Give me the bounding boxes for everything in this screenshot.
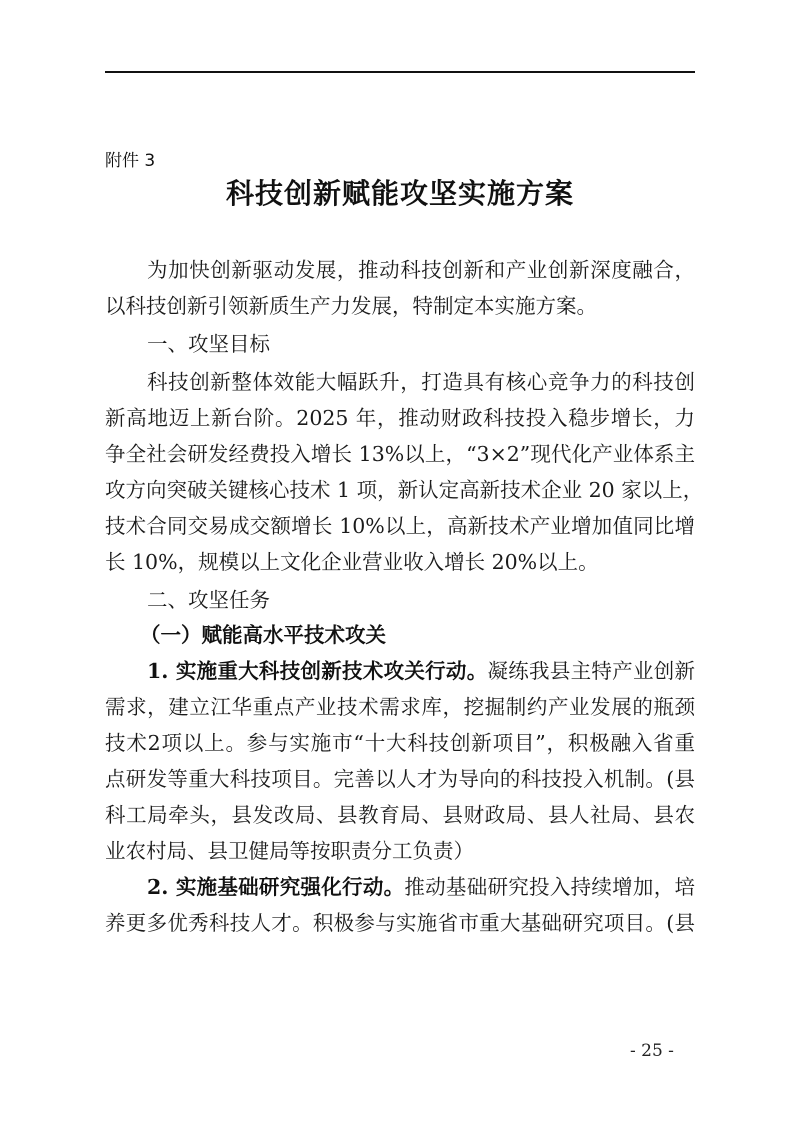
goals-line: 攻方向突破关键核心技术 1 项，新认定高新技术企业 20 家以上， bbox=[105, 478, 704, 502]
item1-first-line bbox=[147, 656, 695, 686]
intro-line: 为加快创新驱动发展，推动科技创新和产业创新深度融合， bbox=[147, 258, 695, 282]
item2-lead: 2. 实施基础研究强化行动。 bbox=[147, 875, 405, 899]
goals-line: 科技创新整体效能大幅跃升，打造具有核心竞争力的科技创 bbox=[147, 370, 695, 394]
item1-lead: 1. 实施重大科技创新技术攻关行动。 bbox=[147, 659, 488, 683]
item1-line: 科工局牵头，县发改局、县教育局、县财政局、县人社局、县农 bbox=[105, 803, 695, 827]
item1-line: 业农村局、县卫健局等按职责分工负责） bbox=[105, 839, 474, 863]
item2-first-line bbox=[147, 872, 695, 902]
item1-first-line-rest: 凝练我县主特产业创新 bbox=[487, 659, 696, 683]
document-title: 科技创新赋能攻坚实施方案 bbox=[225, 177, 574, 210]
intro-line: 以科技创新引领新质生产力发展，特制定本实施方案。 bbox=[105, 294, 597, 318]
item2-line: 养更多优秀科技人才。积极参与实施省市重大基础研究项目。(县 bbox=[105, 911, 695, 935]
page-number: - 25 - bbox=[630, 1041, 674, 1061]
attachment-label: 附件 3 bbox=[105, 151, 156, 171]
subsection-heading: （一）赋能高水平技术攻关 bbox=[140, 623, 386, 647]
section-heading-tasks: 二、攻坚任务 bbox=[147, 588, 270, 612]
section-heading-goals: 一、攻坚目标 bbox=[147, 332, 270, 356]
goals-line: 长 10%，规模以上文化企业营业收入增长 20%以上。 bbox=[105, 550, 599, 574]
item1-line: 点研发等重大科技项目。完善以人才为导向的科技投入机制。(县 bbox=[105, 767, 695, 791]
header-rule bbox=[105, 71, 695, 73]
item2-first-line-rest: 推动基础研究投入持续增加，培 bbox=[404, 875, 695, 899]
goals-line: 技术合同交易成交额增长 10%以上，高新技术产业增加值同比增 bbox=[105, 514, 695, 538]
item1-line: 技术2项以上。参与实施市“十大科技创新项目”，积极融入省重 bbox=[105, 731, 695, 755]
item1-line: 需求，建立江华重点产业技术需求库，挖掘制约产业发展的瓶颈 bbox=[105, 695, 695, 719]
goals-line: 争全社会研发经费投入增长 13%以上，“3×2”现代化产业体系主 bbox=[105, 442, 695, 466]
goals-line: 新高地迈上新台阶。2025 年，推动财政科技投入稳步增长，力 bbox=[105, 406, 695, 430]
